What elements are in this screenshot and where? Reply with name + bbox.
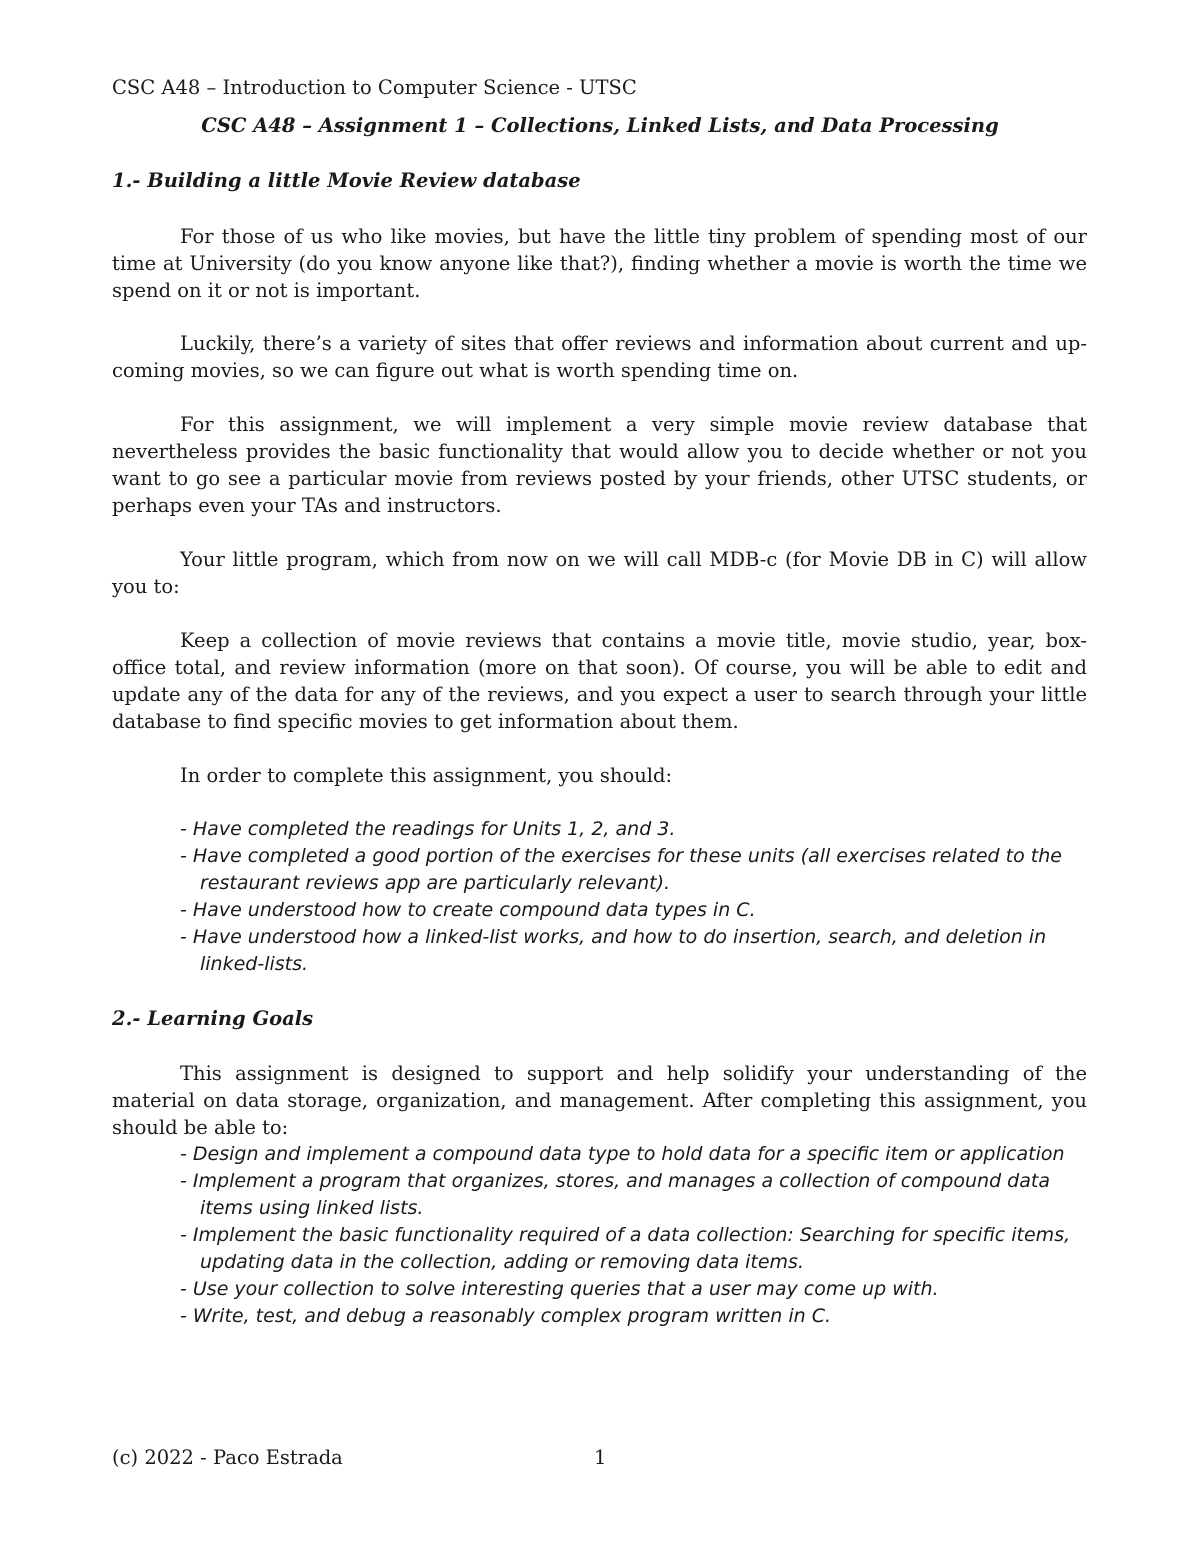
page-number: 1 xyxy=(594,1446,607,1469)
section-1-paragraph-5: Keep a collection of movie reviews that contains a movie title, movie studio, year, box-office total, and review information (more on that soon). Of course, you will be able to edit and update any of the data for any of the reviews, and you expect a user to search through your little database to find specific movies to get information about them. xyxy=(112,629,1087,733)
learning-goals-list xyxy=(180,1141,1080,1330)
goal-item: - Design and implement a compound data type to hold data for a specific item or application xyxy=(180,1143,1065,1165)
requirements-list xyxy=(180,816,1080,978)
goal-item: - Write, test, and debug a reasonably complex program written in C. xyxy=(180,1305,832,1327)
section-1-paragraph-2: Luckily, there’s a variety of sites that offer reviews and information about current and up-coming movies, so we can figure out what is worth spending time on. xyxy=(112,332,1087,382)
goal-item: - Implement the basic functionality required of a data collection: Searching for specific items, updating data in the collection, adding or removing data items. xyxy=(180,1224,1071,1273)
footer-copyright: (c) 2022 - Paco Estrada xyxy=(112,1446,343,1469)
requirement-item: - Have completed the readings for Units 1, 2, and 3. xyxy=(180,818,676,840)
assignment-title-text: CSC A48 – Assignment 1 – Collections, Linked Lists, and Data Processing xyxy=(201,114,999,137)
section-2-heading: 2.- Learning Goals xyxy=(112,1007,314,1030)
goal-item: - Implement a program that organizes, stores, and manages a collection of compound data items using linked lists. xyxy=(180,1170,1050,1219)
section-1-paragraph-4: Your little program, which from now on we will call MDB-c (for Movie DB in C) will allow you to: xyxy=(112,548,1087,598)
section-2-paragraph: This assignment is designed to support and help solidify your understanding of the material on data storage, organization, and management. After completing this assignment, you should be able to: xyxy=(112,1062,1087,1139)
assignment-title xyxy=(0,112,1200,140)
section-1-heading: 1.- Building a little Movie Review database xyxy=(112,169,581,192)
course-header: CSC A48 – Introduction to Computer Science - UTSC xyxy=(112,76,637,99)
section-1-paragraph-6: In order to complete this assignment, you should: xyxy=(180,764,673,787)
requirement-item: - Have understood how to create compound data types in C. xyxy=(180,899,756,921)
section-1-paragraph-3: For this assignment, we will implement a very simple movie review database that nevertheless provides the basic functionality that would allow you to decide whether or not you want to go see a particular movie from reviews posted by your friends, other UTSC students, or perhaps even your TAs and instructors. xyxy=(112,413,1087,517)
section-1-paragraph-1: For those of us who like movies, but have the little tiny problem of spending most of our time at University (do you know anyone like that?), finding whether a movie is worth the time we spend on it or not is important. xyxy=(112,225,1087,302)
goal-item: - Use your collection to solve interesting queries that a user may come up with. xyxy=(180,1278,939,1300)
requirement-item: - Have understood how a linked-list works, and how to do insertion, search, and deletion in linked-lists. xyxy=(180,926,1047,975)
requirement-item: - Have completed a good portion of the exercises for these units (all exercises related to the restaurant reviews app are particularly relevant). xyxy=(180,845,1062,894)
